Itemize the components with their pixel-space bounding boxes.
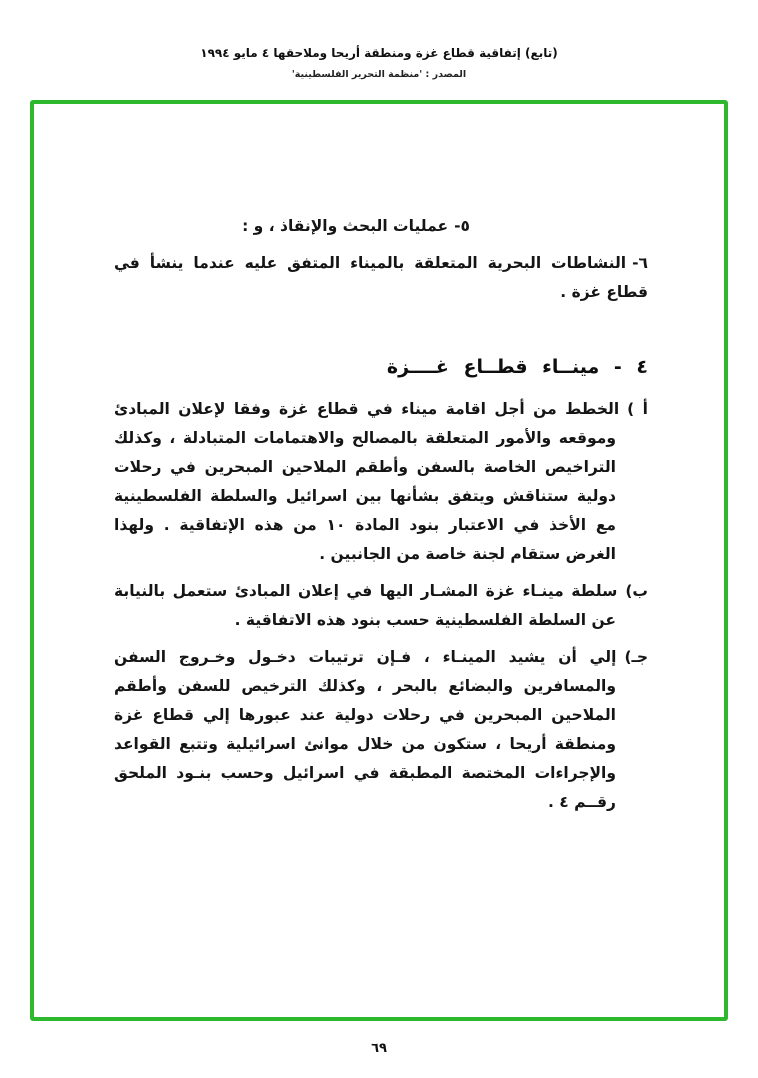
- header-source: المصدر : 'منظمة التحرير الفلسطينية': [291, 69, 467, 80]
- list-item-5: [114, 212, 470, 241]
- paragraph-c-text: إلي أن يشيد المينـاء ، فـإن ترتيبات دخـول وخـروج السفن والمسافرين والبضائع بالبحر ، وكذلك الترخيص للسفن وأطقم الملاحين المبحرين في رحلات دولية عند عبورها إلي قطاع غزة ومنطقة أريحا ، ستكون من خلال موانئ اسرائيلية وتتبع القواعد والإجراءات المختصة المطبقة في اسرائيل وحسب بنـود الملحق رقــم ٤ .: [114, 648, 617, 811]
- list-item-5-text: عمليات البحث والإنقاذ ، و :: [242, 217, 449, 235]
- list-item-6-number: ٦-: [632, 254, 648, 272]
- document-content: [34, 104, 724, 855]
- paragraph-a-text: الخطط من أجل اقامة ميناء في قطاع غزة وفقا لإعلان المبادئ وموقعه والأمور المتعلقة بالمصالح والاهتمامات المتبادلة ، وكذلك التراخيص الخاصة بالسفن وأطقم الملاحين المبحرين في رحلات دولية ستناقش ويتفق بشأنها بين اسرائيل والسلطة الفلسطينية مع الأخذ في الاعتبار بنود المادة ١٠ من هذه الإتفاقية . ولهذا الغرض ستقام لجنة خاصة من الجانبين .: [114, 400, 620, 563]
- list-item-5-number: ٥-: [454, 217, 470, 235]
- paragraph-a: [114, 395, 648, 569]
- paragraph-a-label: أ ): [627, 400, 648, 418]
- page-number: ٦٩: [371, 1041, 387, 1056]
- paragraph-c-label: جـ): [624, 648, 648, 666]
- paragraph-b-label: ب): [625, 582, 648, 600]
- list-item-6: [114, 249, 648, 307]
- paragraph-b: [114, 577, 648, 635]
- header-title: (تابع) إتفاقية قطاع غزة ومنطقة أريحا وملاحقها ٤ مايو ١٩٩٤: [200, 46, 558, 60]
- paragraph-b-text: سلطة مينـاء غزة المشـار اليها في إعلان المبادئ ستعمل بالنيابة عن السلطة الفلسطينية حسب بنود هذه الاتفاقية .: [114, 582, 618, 629]
- page-header: [0, 46, 758, 80]
- document-frame: [30, 100, 728, 1021]
- paragraph-c: [114, 643, 648, 817]
- section-heading: ٤ - مينــاء قطــاع غــــزة: [386, 356, 648, 378]
- list-item-6-text: النشاطات البحرية المتعلقة بالميناء المتفق عليه عندما ينشأ في قطاع غزة .: [114, 254, 648, 301]
